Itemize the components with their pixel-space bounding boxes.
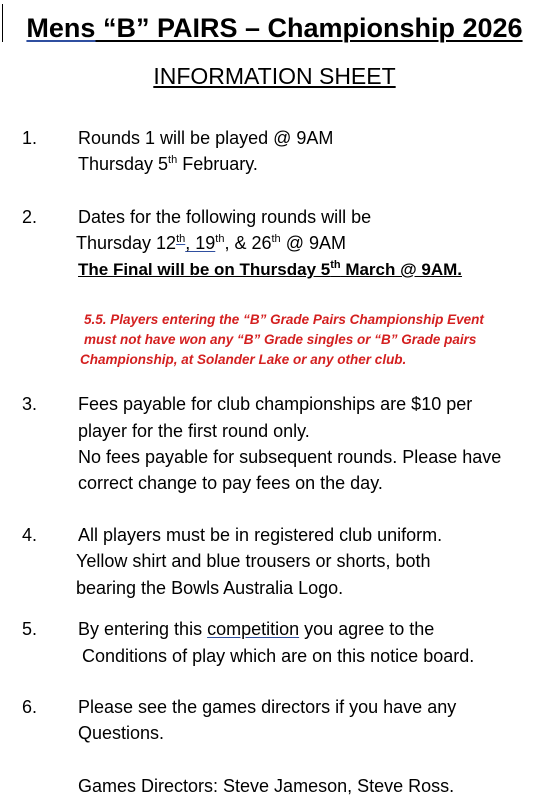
item-5-line-1-post: you agree to the	[299, 619, 435, 639]
item-2-line-1: Dates for the following rounds will be	[78, 207, 372, 227]
item-4-line-1: All players must be in registered club uniform.	[78, 525, 443, 545]
page-subtitle: INFORMATION SHEET	[153, 63, 396, 89]
games-directors: Games Directors: Steve Jameson, Steve Ross.	[78, 776, 455, 796]
title-rest: “B” PAIRS – Championship 2026	[95, 13, 523, 43]
item-6-number: 6.	[22, 697, 38, 717]
final-date-post: March @ 9AM.	[340, 260, 463, 279]
item-5-line-1-pre: By entering this	[78, 619, 208, 639]
item-2-number: 2.	[22, 207, 38, 227]
title-mens: Mens	[26, 13, 96, 43]
item-2-line-2-a: Thursday 12	[76, 233, 177, 253]
item-1-line-2-pre: Thursday 5	[78, 154, 169, 174]
item-2-line-2-sup-2: th	[215, 233, 225, 245]
item-5-number: 5.	[22, 619, 38, 639]
item-3-line-2: player for the first round only.	[78, 421, 310, 441]
item-3-number: 3.	[22, 394, 38, 414]
final-date-pre: The Final will be on Thursday 5	[78, 260, 331, 279]
eligibility-note-line-1: 5.5. Players entering the “B” Grade Pairs Championship Event	[84, 312, 484, 327]
final-date-line	[78, 258, 462, 282]
competition-word: competition	[207, 619, 300, 639]
item-1-line-2-post: February.	[177, 154, 258, 174]
item-4-number: 4.	[22, 525, 38, 545]
item-2-line-2-sup-1: th	[176, 233, 186, 245]
item-2-line-2-sup-3: th	[271, 233, 281, 245]
item-5-line-2: Conditions of play which are on this notice board.	[82, 646, 475, 666]
item-2-line-2-c: , & 26	[224, 233, 272, 253]
item-1-line-2-sup: th	[168, 154, 178, 166]
page-title	[0, 12, 549, 44]
item-1-line-2	[78, 152, 258, 176]
item-2-line-2-b: , 19	[185, 233, 216, 253]
eligibility-note-line-3: Championship, at Solander Lake or any other club.	[80, 352, 407, 367]
item-2-line-2	[76, 231, 346, 255]
eligibility-note-line-2: must not have won any “B” Grade singles or “B” Grade pairs	[84, 332, 477, 347]
final-date-sup: th	[330, 259, 341, 271]
item-5-line-1	[78, 617, 434, 641]
item-3-line-1: Fees payable for club championships are $10 per	[78, 394, 473, 414]
item-4-line-2: Yellow shirt and blue trousers or shorts, both	[76, 551, 431, 571]
item-6-line-1: Please see the games directors if you have any	[78, 697, 457, 717]
item-1-line-1: Rounds 1 will be played @ 9AM	[78, 128, 334, 148]
item-6-line-2: Questions.	[78, 723, 165, 743]
item-1-number: 1.	[22, 128, 38, 148]
item-4-line-3: bearing the Bowls Australia Logo.	[76, 578, 344, 598]
item-2-line-2-d: @ 9AM	[280, 233, 346, 253]
item-3-line-4: correct change to pay fees on the day.	[78, 473, 383, 493]
item-3-line-3: No fees payable for subsequent rounds. Please have	[78, 447, 502, 467]
